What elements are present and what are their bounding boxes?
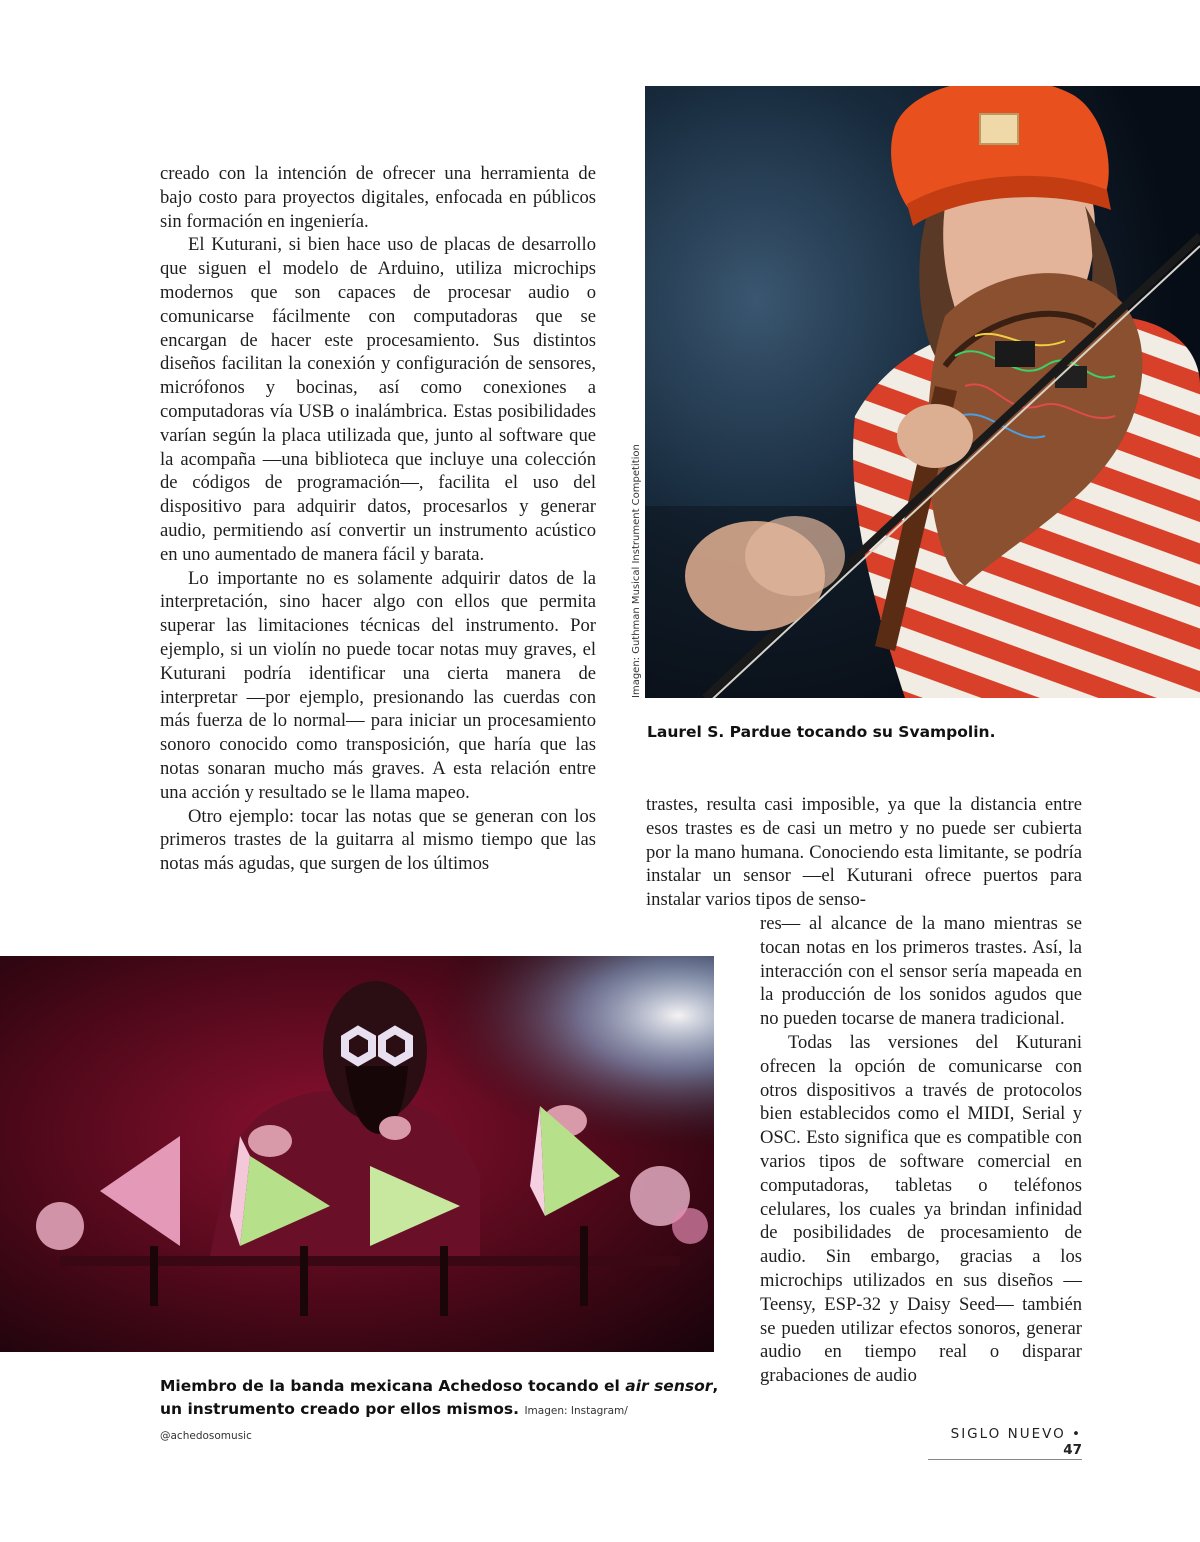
caption-text: Miembro de la banda mexicana Achedoso tocando el: [160, 1377, 626, 1395]
paragraph: Todas las versiones del Kuturani ofrecen la opción de comunicarse con otros dispositivos a través de protocolos bien establecidos como el MIDI, Serial y OSC. Esto significa que es compatible con varios tipos de software comercial en computadoras, tabletas o teléfonos celulares, los cuales ya brindan infinidad de posibilidades de procesamiento de audio. Sin embargo, gracias a los microchips utilizados en sus diseños —Teensy, ESP-32 y Daisy Seed— también se pueden utilizar efectos sonoros, generar audio en tiempo real o disparar grabaciones de audio: [760, 1031, 1082, 1387]
paragraph: trastes, resulta casi imposible, ya que la distancia entre esos trastes es de casi un metro y no puede ser cubierta por la mano humana. Conociendo esta limitante, se podría instalar un sensor —el Kuturani ofrece puertos para instalar varios tipos de senso-: [646, 794, 1082, 911]
photo-caption: [160, 1375, 720, 1448]
caption-text: , un instrumento creado por ellos mismos.: [160, 1377, 719, 1418]
article-column-right-bottom: [760, 912, 1082, 1388]
violin-photo-illustration: [645, 86, 1200, 698]
article-column-left: [160, 162, 596, 876]
paragraph: creado con la intención de ofrecer una herramienta de bajo costo para proyectos digitales, enfocada en públicos sin formación en ingeniería.: [160, 163, 596, 232]
caption-emphasis: air sensor: [625, 1377, 713, 1395]
article-column-right-top: [646, 793, 1082, 912]
photo-credit: Imagen: Instagram/ @achedosomusic: [160, 1405, 628, 1442]
paragraph: El Kuturani, si bien hace uso de placas de desarrollo que siguen el modelo de Arduino, utiliza microchips modernos que son capaces de procesar audio o comunicarse fácilmente con computadoras que se encargan de hacer este procesamiento. Sus distintos diseños facilitan la conexión y configuración de sensores, micrófonos y bocinas, así como conexiones a computadoras vía USB o inalámbrica. Estas posibilidades varían según la placa utilizada que, junto al software que la acompaña —una biblioteca que incluye una colección de códigos de programación—, facilita el uso del dispositivo para adquirir datos, procesarlos y generar audio, permitiendo así convertir un instrumento acústico en uno aumentado de manera fácil y barata.: [160, 234, 596, 565]
band-performer-photo: [0, 956, 714, 1352]
paragraph: res— al alcance de la mano mientras se tocan notas en los primeros trastes. Así, la interacción con el sensor sería mapeada en la producción de los sonidos agudos que no pueden tocarse de manera tradicional.: [760, 913, 1082, 1030]
band-photo-illustration: [0, 956, 714, 1352]
page-footer: [928, 1426, 1082, 1458]
paragraph: Otro ejemplo: tocar las notas que se generan con los primeros trastes de la guitarra al mismo tiempo que las notas más agudas, que surgen de los últimos: [160, 805, 596, 875]
page-number: 47: [1063, 1442, 1082, 1458]
photo-caption: Laurel S. Pardue tocando su Svampolin.: [647, 723, 996, 741]
footer-divider: [928, 1459, 1082, 1460]
violin-player-photo: [645, 86, 1200, 698]
footer-separator: •: [1072, 1426, 1082, 1442]
magazine-name: SIGLO NUEVO: [950, 1426, 1066, 1442]
photo-credit: Imagen: Guthman Musical Instrument Competition: [631, 444, 642, 698]
paragraph: Lo importante no es solamente adquirir datos de la interpretación, sino hacer algo con ellos que permita superar las limitaciones técnicas del instrumento. Por ejemplo, si un violín no puede tocar notas muy graves, el Kuturani podría identificar una cierta manera de interpretar —por ejemplo, presionando las cuerdas con más fuerza de lo normal— para iniciar un procesamiento sonoro conocido como transposición, que haría que las notas sonaran mucho más graves. A esta relación entre una acción y resultado se le llama mapeo.: [160, 567, 596, 803]
